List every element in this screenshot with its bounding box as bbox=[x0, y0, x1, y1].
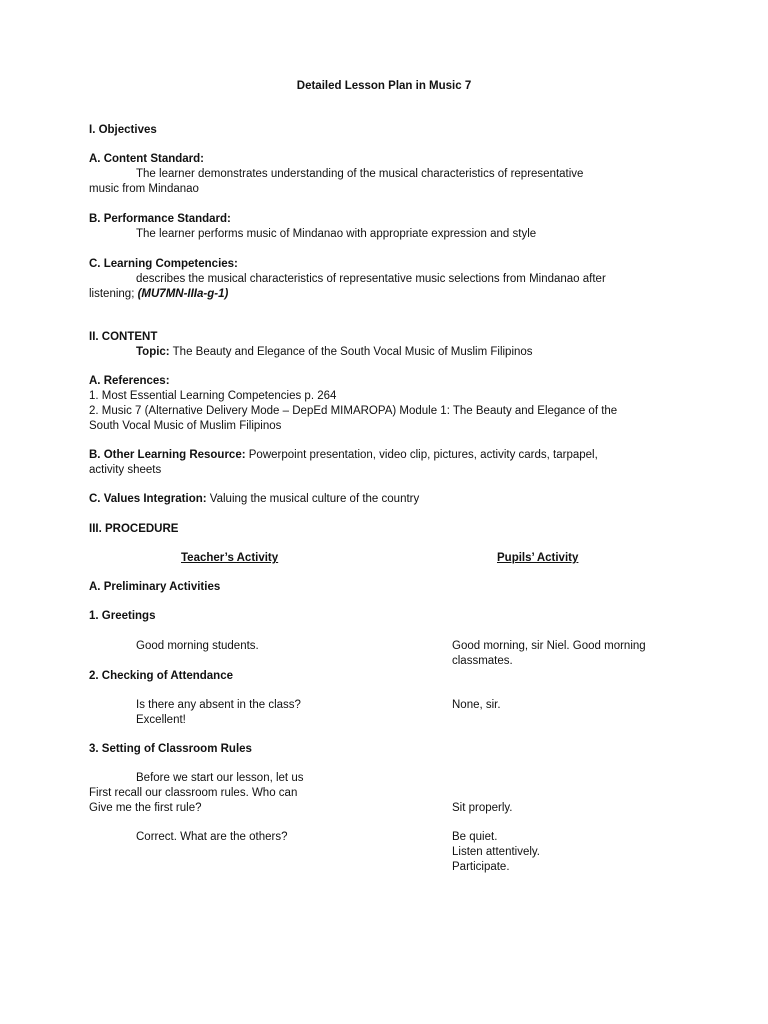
learning-competencies-text-line-1: describes the musical characteristics of representative music selections from Mindanao after bbox=[136, 273, 606, 285]
values-integration-text: Valuing the musical culture of the country bbox=[209, 493, 420, 505]
other-resources-label: B. Other Learning Resource: bbox=[89, 449, 246, 461]
reference-item-1: 1. Most Essential Learning Competencies p. 264 bbox=[89, 390, 337, 402]
attendance-heading: 2. Checking of Attendance bbox=[89, 670, 233, 682]
topic-line bbox=[136, 345, 533, 360]
reference-item-2-line-2: South Vocal Music of Muslim Filipinos bbox=[89, 420, 282, 432]
content-standard-text-line-2: music from Mindanao bbox=[89, 183, 199, 195]
other-resources-line-1 bbox=[89, 448, 598, 463]
greetings-heading: 1. Greetings bbox=[89, 610, 156, 622]
rules-pupils-others-1: Be quiet. bbox=[452, 831, 498, 843]
topic-text: The Beauty and Elegance of the South Vocal Music of Muslim Filipinos bbox=[172, 346, 533, 358]
greetings-pupils-line-2: classmates. bbox=[452, 655, 513, 667]
preliminary-activities-heading: A. Preliminary Activities bbox=[89, 581, 221, 593]
values-integration-label: C. Values Integration: bbox=[89, 493, 207, 505]
reference-item-2-line-1: 2. Music 7 (Alternative Delivery Mode – DepEd MIMAROPA) Module 1: The Beauty and Elegance of the bbox=[89, 405, 618, 417]
performance-standard-label: B. Performance Standard: bbox=[89, 213, 231, 225]
other-resources-line-2: activity sheets bbox=[89, 464, 162, 476]
classroom-rules-heading: 3. Setting of Classroom Rules bbox=[89, 743, 252, 755]
rules-teacher-line-2: First recall our classroom rules. Who can bbox=[89, 787, 298, 799]
greetings-pupils-line-1: Good morning, sir Niel. Good morning bbox=[452, 640, 646, 652]
pupils-activity-header: Pupils’ Activity bbox=[497, 552, 579, 564]
content-heading: II. CONTENT bbox=[89, 331, 158, 343]
learning-competencies-text-line-2 bbox=[89, 287, 228, 302]
attendance-pupils: None, sir. bbox=[452, 699, 501, 711]
topic-label: Topic: bbox=[136, 346, 170, 358]
values-integration-line bbox=[89, 492, 419, 507]
rules-pupils-first: Sit properly. bbox=[452, 802, 513, 814]
attendance-teacher-line-2: Excellent! bbox=[136, 714, 186, 726]
rules-pupils-others-3: Participate. bbox=[452, 861, 510, 873]
rules-teacher-line-1: Before we start our lesson, let us bbox=[136, 772, 304, 784]
rules-pupils-others-2: Listen attentively. bbox=[452, 846, 541, 858]
document-title: Detailed Lesson Plan in Music 7 bbox=[296, 80, 472, 92]
procedure-heading: III. PROCEDURE bbox=[89, 523, 179, 535]
learning-competencies-label: C. Learning Competencies: bbox=[89, 258, 238, 270]
performance-standard-text: The learner performs music of Mindanao with appropriate expression and style bbox=[136, 228, 537, 240]
other-resources-text: Powerpoint presentation, video clip, pictures, activity cards, tarpapel, bbox=[248, 449, 598, 461]
content-standard-text-line-1: The learner demonstrates understanding of the musical characteristics of representative bbox=[136, 168, 584, 180]
rules-teacher-line-3: Give me the first rule? bbox=[89, 802, 202, 814]
learning-competencies-prefix: listening; bbox=[89, 288, 135, 300]
rules-teacher-others: Correct. What are the others? bbox=[136, 831, 288, 843]
content-standard-label: A. Content Standard: bbox=[89, 153, 204, 165]
competency-code: (MU7MN-IIIa-g-1) bbox=[137, 288, 229, 300]
greetings-teacher: Good morning students. bbox=[136, 640, 259, 652]
references-label: A. References: bbox=[89, 375, 170, 387]
attendance-teacher-line-1: Is there any absent in the class? bbox=[136, 699, 301, 711]
objectives-heading: I. Objectives bbox=[89, 124, 157, 136]
teacher-activity-header: Teacher’s Activity bbox=[181, 552, 279, 564]
